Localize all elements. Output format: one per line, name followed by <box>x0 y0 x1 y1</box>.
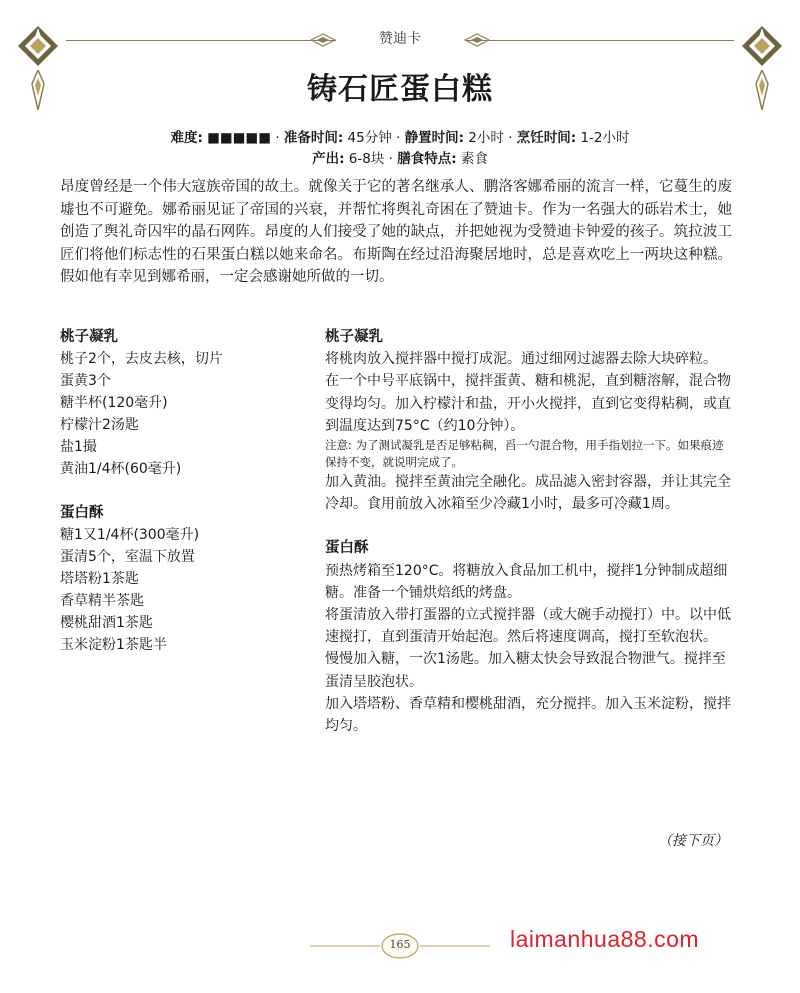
step-paragraph: 加入黄油。搅拌至黄油完全融化。成品滤入密封容器，并让其完全冷却。食用前放入冰箱至少冷藏1小时，最多可冷藏1周。 <box>325 474 731 513</box>
step-paragraph: 将蛋清放入带打蛋器的立式搅拌器（或大碗手动搅打）中。以中低速搅打，直到蛋清开始起泡。然后将速度调高，搅打至软泡状。 <box>325 607 731 646</box>
step-paragraph: 将桃肉放入搅拌器中搅打成泥。通过细网过滤器去除大块碎粒。 <box>325 351 717 368</box>
steps-peach-curd-title: 桃子凝乳 <box>325 329 383 345</box>
continued-note: （接下页） <box>658 833 728 849</box>
ingredient-item: 香草精半茶匙 <box>60 593 144 609</box>
meta-separator: · <box>270 130 284 146</box>
meta-separator: · <box>503 130 517 146</box>
rest-time-label: 静置时间: <box>404 130 464 146</box>
ingredient-item: 柠檬汁2汤匙 <box>60 417 139 433</box>
ingredients-column <box>60 326 300 656</box>
step-paragraph: 预热烤箱至120°C。将糖放入食品加工机中，搅拌1分钟制成超细糖。准备一个铺烘焙纸的烤盘。 <box>325 562 728 601</box>
meta-separator: · <box>384 151 398 167</box>
ingredients-meringue-title: 蛋白酥 <box>60 505 104 521</box>
recipe-meta-line-2 <box>0 147 800 167</box>
recipe-intro: 昂度曾经是一个伟大寇族帝国的故土。就像关于它的著名继承人、鹏洛客娜希丽的流言一样，它蔓生的废墟也不可避免。娜希丽见证了帝国的兴衰，并帮忙将舆礼奇困在了赞迪卡。作为一名强大的砾岩术士，她创造了舆礼奇囚牢的晶石网阵。昂度的人们接受了她的缺点，并把她视为受赞迪卡钟爱的孩子。筑拉波工匠们将他们标志性的石果蛋白糕以她来命名。布斯陶在经过沿海聚居地时，总是喜欢吃上一两块这种糕。假如他有幸见到娜希丽，一定会感谢她所做的一切。 <box>60 179 732 285</box>
step-paragraph: 在一个中号平底锅中，搅拌蛋黄、糖和桃泥，直到糖溶解，混合物变得均匀。加入柠檬汁和盐，开小火搅拌，直到它变得粘稠，或直到温度达到75°C（约10分钟）。 <box>325 373 731 434</box>
diet-label: 膳食特点: <box>397 151 457 167</box>
diet-value: 素食 <box>460 151 488 167</box>
yield-label: 产出: <box>312 151 345 167</box>
site-watermark: laimanhua88.com <box>510 926 700 952</box>
ingredients-peach-curd-list <box>60 348 300 480</box>
meta-separator: · <box>391 130 405 146</box>
step-note: 注意: 为了测试凝乳是否足够粘稠，舀一勺混合物，用手指划拉一下。如果痕迹保持不变，就说明完成了。 <box>325 438 724 470</box>
header-rule-right <box>466 40 734 41</box>
chapter-title: 赞迪卡 <box>379 31 421 47</box>
recipe-title: 铸石匠蛋白糕 <box>307 72 493 107</box>
ingredient-item: 盐1撮 <box>60 439 97 455</box>
difficulty-label: 难度: <box>170 130 203 146</box>
ingredients-peach-curd-title: 桃子凝乳 <box>60 329 118 345</box>
recipe-meta-line-1 <box>0 126 800 146</box>
step-paragraph: 加入塔塔粉、香草精和樱桃甜酒，充分搅拌。加入玉米淀粉，搅拌均匀。 <box>325 695 731 735</box>
difficulty-value: ■■■■■ <box>207 130 271 146</box>
step-paragraph: 慢慢加入糖，一次1汤匙。加入糖太快会导致混合物泄气。搅拌至蛋清呈胶泡状。 <box>325 651 726 690</box>
prep-time-label: 准备时间: <box>283 130 344 146</box>
ingredient-item: 蛋清5个，室温下放置 <box>60 549 195 565</box>
ingredients-meringue-list <box>60 524 300 656</box>
page-number: 165 <box>389 938 411 951</box>
cook-time-label: 烹饪时间: <box>516 130 577 146</box>
steps-meringue-title: 蛋白酥 <box>325 540 369 557</box>
ingredient-item: 糖1又1/4杯(300毫升) <box>60 527 200 543</box>
cook-time-value: 1-2小时 <box>580 130 630 146</box>
ingredient-item: 糖半杯(120毫升) <box>60 395 168 411</box>
steps-column <box>325 326 733 737</box>
ingredient-item: 黄油1/4杯(60毫升) <box>60 461 182 477</box>
prep-time-value: 45分钟 <box>347 130 392 146</box>
ingredient-item: 桃子2个，去皮去核，切片 <box>60 351 223 367</box>
yield-value: 6-8块 <box>348 151 385 167</box>
ingredient-item: 塔塔粉1茶匙 <box>60 571 139 587</box>
rest-time-value: 2小时 <box>468 130 504 146</box>
ingredient-item: 玉米淀粉1茶匙半 <box>60 637 167 653</box>
ingredient-item: 樱桃甜酒1茶匙 <box>60 615 153 631</box>
ingredient-item: 蛋黄3个 <box>60 373 111 389</box>
page-number-badge <box>300 931 500 961</box>
